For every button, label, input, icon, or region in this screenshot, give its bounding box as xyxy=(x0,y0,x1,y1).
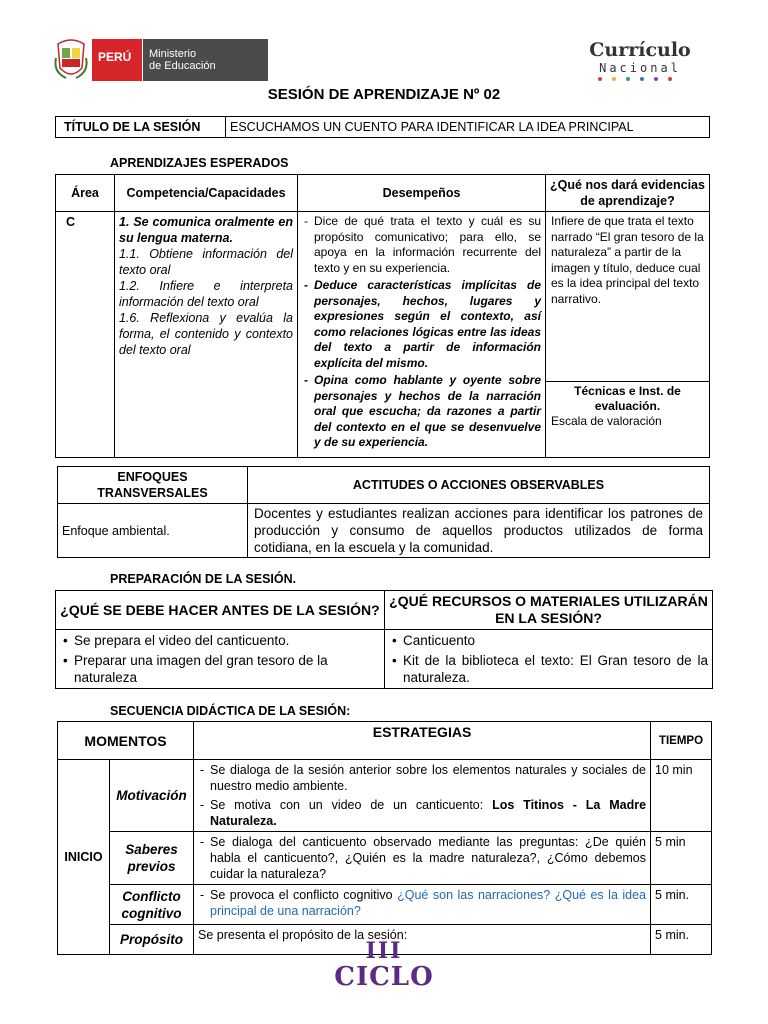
preparacion-table xyxy=(55,590,713,689)
inicio-label: INICIO xyxy=(58,760,110,955)
secuencia-heading: SECUENCIA DIDÁCTICA DE LA SESIÓN: xyxy=(110,704,351,718)
col-enfoques: ENFOQUES TRANSVERSALES xyxy=(58,467,248,504)
conflicto-text xyxy=(194,885,651,925)
antes-item: • Se prepara el video del canticuento. xyxy=(74,632,380,649)
aprendizajes-table xyxy=(55,174,710,458)
desempeno-item: - Opina como hablante y oyente sobre personajes y hechos de la narración oral que escucha; da razones a partir del contexto en el que se desenvuelve y de su experiencia. xyxy=(314,373,541,451)
area-value: C xyxy=(56,212,115,458)
session-title-value: ESCUCHAMOS UN CUENTO PARA IDENTIFICAR LA IDEA PRINCIPAL xyxy=(226,117,710,138)
competencia-text: 1. Se comunica oralmente en su lengua materna. xyxy=(119,215,293,245)
enfoque-value: Enfoque ambiental. xyxy=(58,504,248,558)
tecnicas-value: Escala de valoración xyxy=(551,414,662,428)
conflicto-item xyxy=(210,887,646,919)
col-evidencias: ¿Qué nos dará evidencias de aprendizaje? xyxy=(546,175,710,212)
col-actitudes: ACTITUDES O ACCIONES OBSERVABLES xyxy=(248,467,710,504)
motivacion-text xyxy=(194,760,651,832)
col-competencia: Competencia/Capacidades xyxy=(115,175,298,212)
desempeno-item: - Dice de qué trata el texto y cuál es su propósito comunicativo; para ello, se apoya en la información recurrente del texto y en su experiencia. xyxy=(314,214,541,276)
motivacion-time: 10 min xyxy=(651,760,712,832)
evidencia-text: Infiere de que trata el texto narrado “El gran tesoro de la naturaleza” a partir de la imagen y título, deduce cual es la idea principal del texto narrativo. xyxy=(551,214,704,306)
proposito-time: 5 min. xyxy=(651,925,712,955)
enfoques-table xyxy=(57,466,710,558)
ciclo-logo xyxy=(320,940,448,992)
ministry-line2: de Educación xyxy=(149,60,216,72)
col-tiempo: TIEMPO xyxy=(651,722,712,760)
saberes-list xyxy=(198,834,646,882)
conflicto-label: Conflicto cognitivo xyxy=(110,885,194,925)
evidencias-cell xyxy=(546,212,710,458)
page-title: SESIÓN DE APRENDIZAJE Nº 02 xyxy=(267,86,501,103)
curriculo-word: Currículo xyxy=(589,39,691,61)
conflicto-time: 5 min. xyxy=(651,885,712,925)
col-desempenos: Desempeños xyxy=(298,175,546,212)
peru-block xyxy=(92,39,142,81)
conflicto-list xyxy=(198,887,646,919)
saberes-label: Saberes previos xyxy=(110,832,194,885)
aprendizajes-heading: APRENDIZAJES ESPERADOS xyxy=(110,156,289,170)
desempenos-list xyxy=(302,214,541,451)
curriculo-nacional-logo xyxy=(580,40,700,90)
antes-item: • Preparar una imagen del gran tesoro de la naturaleza xyxy=(74,652,380,686)
recurso-item: • Canticuento xyxy=(403,632,708,649)
session-title-label: TÍTULO DE LA SESIÓN xyxy=(56,117,226,138)
secuencia-table xyxy=(57,721,712,955)
saberes-item: - Se dialoga del canticuento observado mediante las preguntas: ¿De quién habla el canticuento?, ¿Quién es la madre naturaleza?, ¿Cómo debemos cuidar la naturaleza? xyxy=(210,834,646,882)
recursos-cell xyxy=(385,630,713,689)
saberes-time: 5 min xyxy=(651,832,712,885)
nacional-word: Nacional xyxy=(599,61,681,75)
capacidad-item: 1.6. Reflexiona y evalúa la forma, el contenido y contexto del texto oral xyxy=(119,311,293,357)
col-antes: ¿QUÉ SE DEBE HACER ANTES DE LA SESIÓN? xyxy=(56,591,385,630)
proposito-label: Propósito xyxy=(110,925,194,955)
decorative-dots-icon xyxy=(580,75,700,85)
minedu-logo xyxy=(54,38,268,82)
recursos-list xyxy=(389,632,708,686)
motivacion-item xyxy=(210,797,646,829)
ciclo-word: CICLO xyxy=(334,962,434,992)
antes-list xyxy=(60,632,380,686)
capacidad-item: 1.2. Infiere e interpreta información del texto oral xyxy=(119,279,293,309)
capacidad-item: 1.1. Obtiene información del texto oral xyxy=(119,247,293,277)
preparacion-heading: PREPARACIÓN DE LA SESIÓN. xyxy=(110,572,297,586)
ciclo-roman: III xyxy=(365,938,403,964)
desempeno-item: - Deduce características implícitas de personajes, hechos, lugares y expresiones según el contexto, así como relaciones lógicas entre las ideas del texto a partir de información explícita del mismo. xyxy=(314,278,541,371)
col-momentos: MOMENTOS xyxy=(58,722,194,760)
ministry-line1: Ministerio xyxy=(149,48,197,60)
actitud-value: Docentes y estudiantes realizan acciones para identificar los patrones de producción y consumo de aquellos productos utilizados de forma cotidiana, en la escuela y la comunidad. xyxy=(248,504,710,558)
tecnicas-label: Técnicas e Inst. de evaluación. xyxy=(574,384,681,413)
peru-label: PERÚ xyxy=(98,50,132,64)
competencia-cell xyxy=(115,212,298,458)
session-title-table xyxy=(55,116,710,138)
recurso-item: • Kit de la biblioteca el texto: El Gran tesoro de la naturaleza. xyxy=(403,652,708,686)
tecnicas-box xyxy=(546,381,709,431)
motivacion-item: - Se dialoga de la sesión anterior sobre los elementos naturales y sociales de nuestro medio ambiente. xyxy=(210,762,646,794)
proposito-text: Se presenta el propósito de la sesión: xyxy=(194,925,651,955)
col-area: Área xyxy=(56,175,115,212)
motivacion-list xyxy=(198,762,646,829)
motivacion-label: Motivación xyxy=(110,760,194,832)
desempenos-cell xyxy=(298,212,546,458)
col-recursos: ¿QUÉ RECURSOS O MATERIALES UTILIZARÁN EN LA SESIÓN? xyxy=(385,591,713,630)
col-estrategias: ESTRATEGIAS xyxy=(194,722,651,760)
conflicto-prefix: Se provoca el conflicto cognitivo xyxy=(210,888,398,902)
canticuento-title: Los Titinos - La Madre Naturaleza. xyxy=(210,798,647,828)
saberes-text xyxy=(194,832,651,885)
antes-cell xyxy=(56,630,385,689)
peru-coat-of-arms-icon xyxy=(54,38,88,82)
conflicto-question: ¿Qué son las narraciones? ¿Qué es la idea principal de una narración? xyxy=(210,888,647,918)
motivacion-prefix: Se motiva con un video de un canticuento: xyxy=(210,798,493,812)
ministry-block xyxy=(143,39,268,81)
